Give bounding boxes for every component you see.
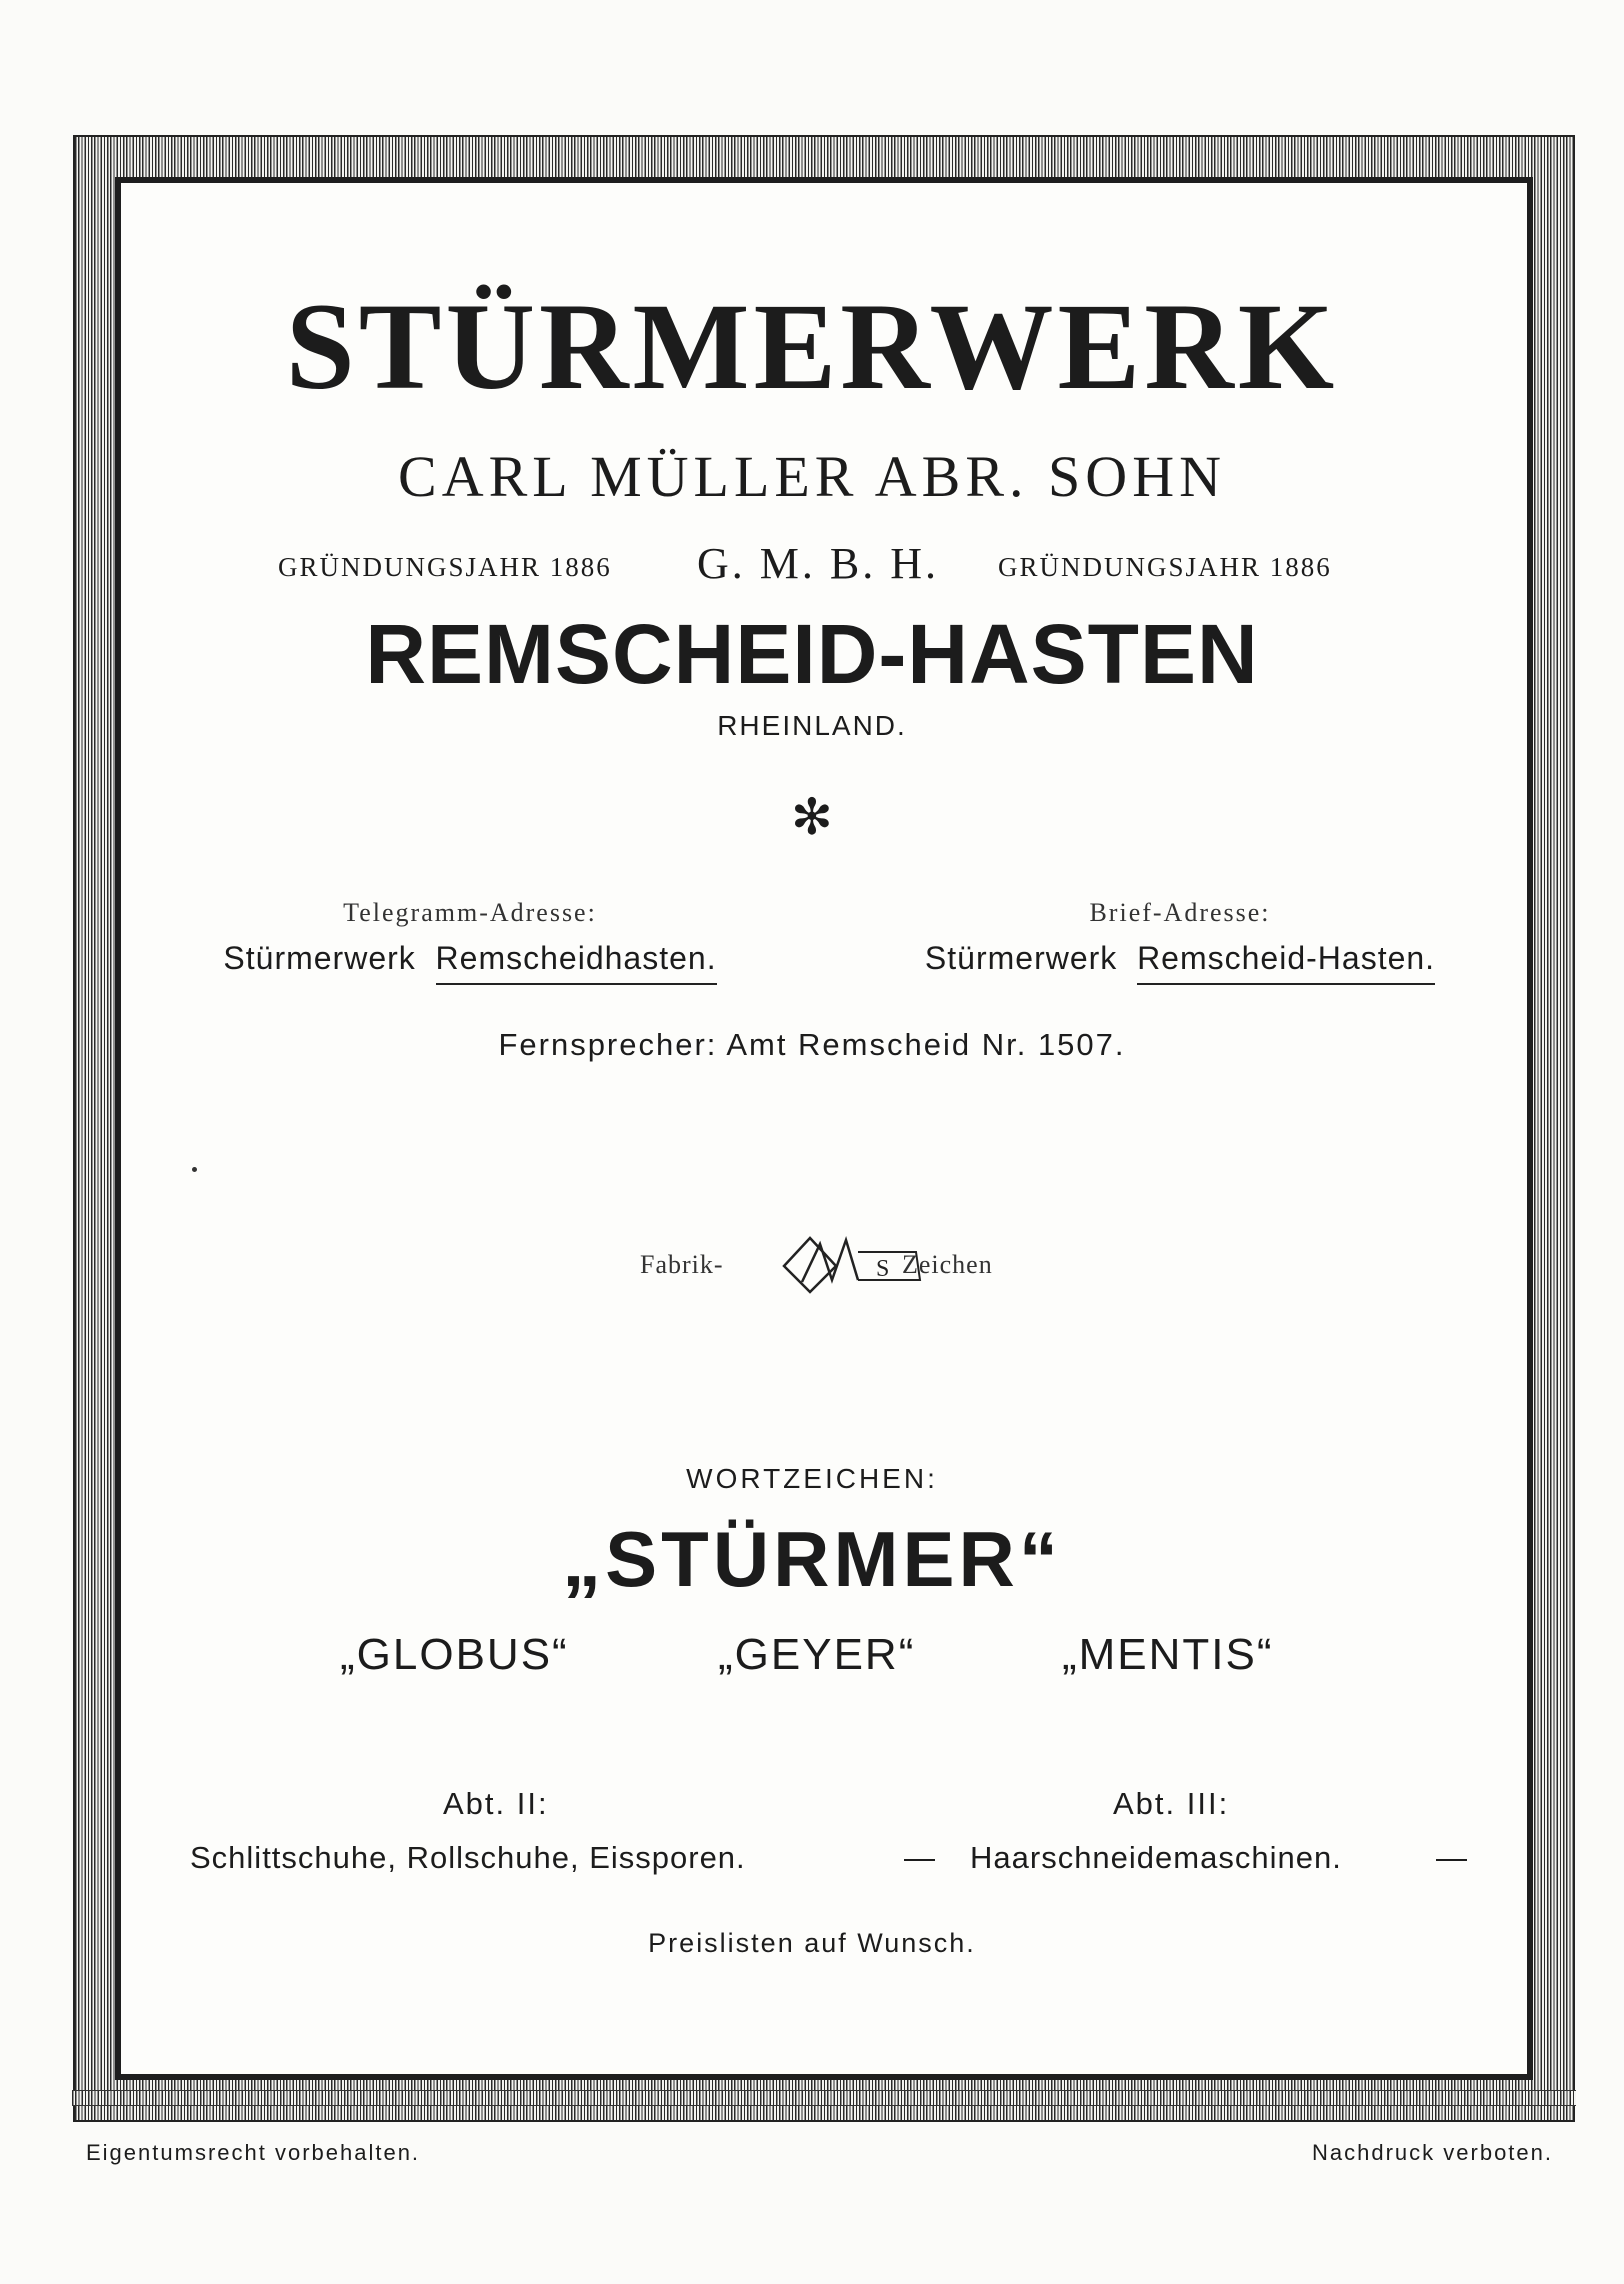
wordmark-mentis: „MENTIS“ [1062,1630,1274,1679]
bottom-stripe-band [72,2090,1576,2106]
letter-address-place: Remscheid-Hasten. [1137,940,1435,985]
letter-address-value [880,940,1480,985]
letter-address-label: Brief-Adresse: [1089,898,1271,927]
region-label: RHEINLAND. [717,710,907,741]
wordmarks-label: WORTZEICHEN: [686,1463,938,1494]
department-2-products: Schlittschuhe, Rollschuhe, Eissporen. [190,1840,746,1875]
secondary-wordmarks [0,1630,1624,1690]
telegram-address-value [180,940,760,985]
department-3-title: Abt. III: [1113,1786,1230,1821]
footer-right: Nachdruck verboten. [1312,2140,1553,2165]
letter-address-name: Stürmerwerk [924,940,1118,976]
letter-address [880,898,1480,985]
city-heading: REMSCHEID-HASTEN [365,607,1259,701]
trademark-row [640,1230,1060,1300]
department-2-title: Abt. II: [443,1786,549,1821]
owner-line: CARL MÜLLER ABR. SOHN [398,444,1226,509]
founding-row [270,538,1390,588]
asterisk-ornament: ✻ [791,788,833,846]
dash-separator-2: — [1436,1840,1467,1875]
trademark-label-right: Zeichen [902,1250,993,1279]
phone-line: Fernsprecher: Amt Remscheid Nr. 1507. [498,1027,1126,1062]
print-speck [192,1167,197,1172]
footer-left: Eigentumsrecht vorbehalten. [86,2140,421,2165]
main-wordmark: „STÜRMER“ [562,1515,1062,1603]
founding-year-left: GRÜNDUNGSJAHR 1886 [278,552,612,582]
page-frame [73,135,1575,2122]
wordmark-globus: „GLOBUS“ [340,1630,569,1679]
founding-year-right: GRÜNDUNGSJAHR 1886 [998,552,1332,582]
telegram-address-label: Telegramm-Adresse: [343,898,597,927]
legal-form: G. M. B. H. [697,539,940,588]
department-3-products: Haarschneidemaschinen. [970,1840,1342,1875]
telegram-address-place: Remscheidhasten. [436,940,717,985]
telegram-address [180,898,760,985]
wordmark-geyer: „GEYER“ [718,1630,916,1679]
dash-separator-1: — [904,1840,935,1875]
company-title: STÜRMERWERK [285,278,1339,415]
svg-text:S: S [876,1256,890,1282]
telegram-address-name: Stürmerwerk [223,940,416,976]
trademark-label-left: Fabrik- [640,1250,724,1279]
price-note: Preislisten auf Wunsch. [648,1928,976,1958]
